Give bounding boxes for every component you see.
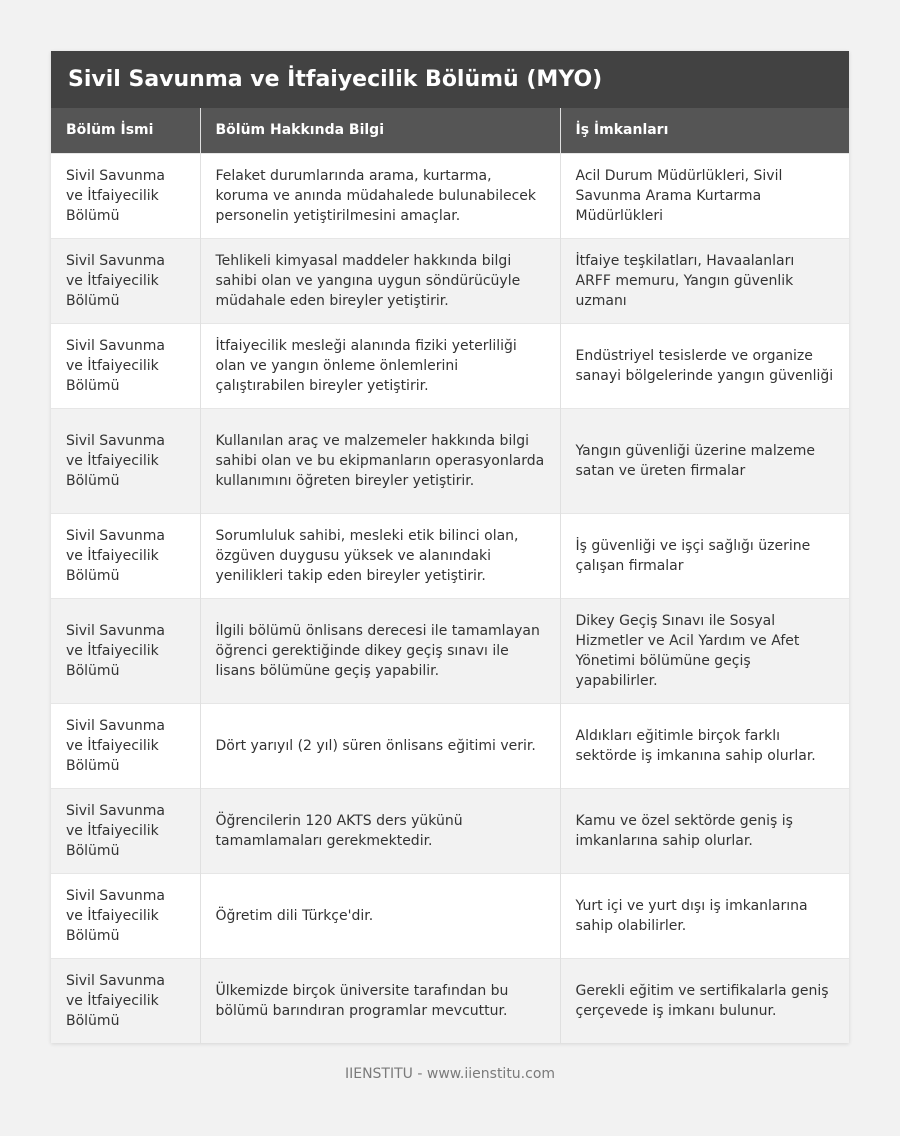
job-opportunities-cell: Dikey Geçiş Sınavı ile Sosyal Hizmetler ve Acil Yardım ve Afet Yönetimi bölümüne geçiş yapabilirler. [560, 598, 849, 703]
job-opportunities-cell: Kamu ve özel sektörde geniş iş imkanlarına sahip olurlar. [560, 788, 849, 873]
department-info-cell: Dört yarıyıl (2 yıl) süren önlisans eğitimi verir. [200, 703, 560, 788]
department-name-cell: Sivil Savunma ve İtfaiyecilik Bölümü [51, 323, 200, 408]
job-opportunities-cell: Yurt içi ve yurt dışı iş imkanlarına sahip olabilirler. [560, 873, 849, 958]
department-info-cell: Öğretim dili Türkçe'dir. [200, 873, 560, 958]
department-name-cell: Sivil Savunma ve İtfaiyecilik Bölümü [51, 958, 200, 1043]
table-row [51, 323, 849, 408]
department-table [51, 108, 849, 1043]
department-name-cell: Sivil Savunma ve İtfaiyecilik Bölümü [51, 513, 200, 598]
department-name-cell: Sivil Savunma ve İtfaiyecilik Bölümü [51, 408, 200, 513]
footer-credit: IIENSTITU - www.iienstitu.com [344, 1066, 556, 1082]
table-row [51, 153, 849, 238]
table-row [51, 513, 849, 598]
table-card [51, 51, 849, 1043]
department-info-cell: Tehlikeli kimyasal maddeler hakkında bilgi sahibi olan ve yangına uygun söndürücüyle müdahale eden bireyler yetiştirir. [200, 238, 560, 323]
job-opportunities-cell: Acil Durum Müdürlükleri, Sivil Savunma Arama Kurtarma Müdürlükleri [560, 153, 849, 238]
job-opportunities-cell: Aldıkları eğitimle birçok farklı sektörde iş imkanına sahip olurlar. [560, 703, 849, 788]
table-row [51, 703, 849, 788]
table-row [51, 238, 849, 323]
department-info-cell: İtfaiyecilik mesleği alanında fiziki yeterliliği olan ve yangın önleme önlemlerini çalıştırabilen bireyler yetiştirir. [200, 323, 560, 408]
department-name-cell: Sivil Savunma ve İtfaiyecilik Bölümü [51, 873, 200, 958]
department-info-cell: Sorumluluk sahibi, mesleki etik bilinci olan, özgüven duygusu yüksek ve alanındaki yenilikleri takip eden bireyler yetiştirir. [200, 513, 560, 598]
column-header-department-name: Bölüm İsmi [51, 108, 200, 153]
department-info-cell: Öğrencilerin 120 AKTS ders yükünü tamamlamaları gerekmektedir. [200, 788, 560, 873]
table-row [51, 873, 849, 958]
department-name-cell: Sivil Savunma ve İtfaiyecilik Bölümü [51, 598, 200, 703]
job-opportunities-cell: Gerekli eğitim ve sertifikalarla geniş çerçevede iş imkanı bulunur. [560, 958, 849, 1043]
column-header-job-opportunities: İş İmkanları [560, 108, 849, 153]
job-opportunities-cell: İtfaiye teşkilatları, Havaalanları ARFF memuru, Yangın güvenlik uzmanı [560, 238, 849, 323]
department-info-cell: İlgili bölümü önlisans derecesi ile tamamlayan öğrenci gerektiğinde dikey geçiş sınavı ile lisans bölümüne geçiş yapabilir. [200, 598, 560, 703]
table-title: Sivil Savunma ve İtfaiyecilik Bölümü (MYO) [51, 51, 849, 108]
job-opportunities-cell: Yangın güvenliği üzerine malzeme satan ve üreten firmalar [560, 408, 849, 513]
department-name-cell: Sivil Savunma ve İtfaiyecilik Bölümü [51, 703, 200, 788]
header-row [51, 108, 849, 153]
department-info-cell: Ülkemizde birçok üniversite tarafından bu bölümü barındıran programlar mevcuttur. [200, 958, 560, 1043]
table-row [51, 598, 849, 703]
column-header-department-info: Bölüm Hakkında Bilgi [200, 108, 560, 153]
job-opportunities-cell: İş güvenliği ve işçi sağlığı üzerine çalışan firmalar [560, 513, 849, 598]
table-row [51, 788, 849, 873]
department-name-cell: Sivil Savunma ve İtfaiyecilik Bölümü [51, 153, 200, 238]
table-row [51, 958, 849, 1043]
table-row [51, 408, 849, 513]
department-info-cell: Kullanılan araç ve malzemeler hakkında bilgi sahibi olan ve bu ekipmanların operasyonlarda kullanımını öğreten bireyler yetiştirir. [200, 408, 560, 513]
department-name-cell: Sivil Savunma ve İtfaiyecilik Bölümü [51, 238, 200, 323]
department-info-cell: Felaket durumlarında arama, kurtarma, koruma ve anında müdahalede bulunabilecek personelin yetiştirilmesini amaçlar. [200, 153, 560, 238]
job-opportunities-cell: Endüstriyel tesislerde ve organize sanayi bölgelerinde yangın güvenliği [560, 323, 849, 408]
department-name-cell: Sivil Savunma ve İtfaiyecilik Bölümü [51, 788, 200, 873]
